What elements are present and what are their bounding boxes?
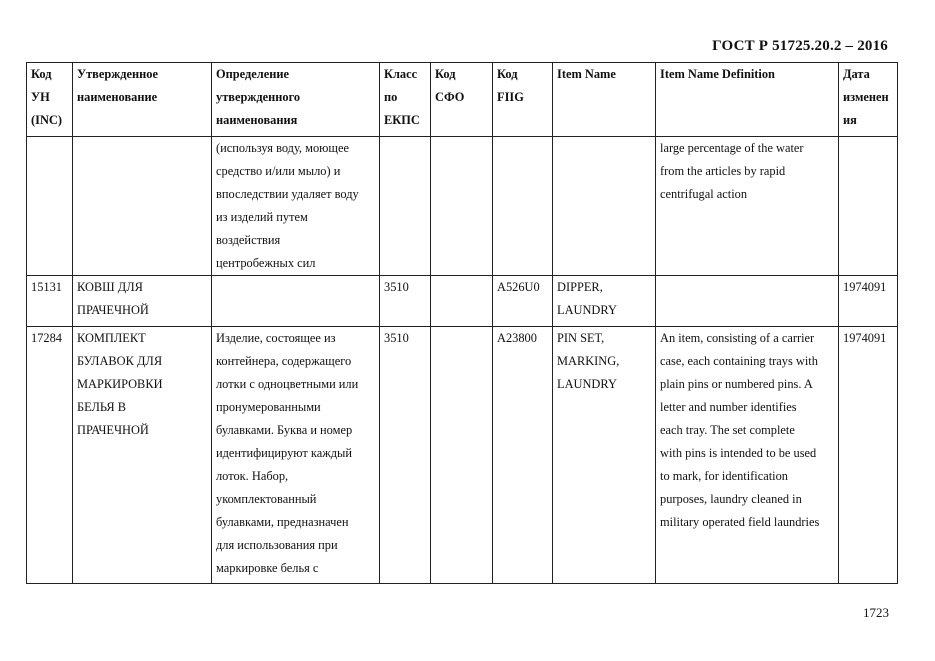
header-line: СФО <box>435 90 465 104</box>
cell-line: (используя воду, моющее <box>216 141 349 155</box>
header-line: Класс <box>384 67 418 81</box>
cell-line: идентифицируют каждый <box>216 446 353 460</box>
cell-line: LAUNDRY <box>557 303 617 317</box>
col-approved-name-cell <box>73 137 212 276</box>
cell-line: LAUNDRY <box>557 377 617 391</box>
cell-line: укомплектованный <box>216 492 317 506</box>
header-line: Код <box>435 67 456 81</box>
col-class-ekps-cell <box>380 276 431 327</box>
header-line: Утвержденное <box>77 67 158 81</box>
table-row <box>27 276 898 327</box>
col-inc-code-cell <box>27 327 73 584</box>
col-fiig-code-cell <box>493 137 553 276</box>
cell-line: пронумерованными <box>216 400 321 414</box>
col-change-date-cell <box>839 327 898 584</box>
col-change-date-header <box>839 63 898 137</box>
cell-line: ПРАЧЕЧНОЙ <box>77 303 149 317</box>
cell-line: воздействия <box>216 233 281 247</box>
cell-line: булавками, предназначен <box>216 515 349 529</box>
document-standard-header: ГОСТ Р 51725.20.2 – 2016 <box>712 38 888 54</box>
col-change-date-cell <box>839 276 898 327</box>
cell-line: маркировке белья с <box>216 561 319 575</box>
cell-line: булавками. Буква и номер <box>216 423 353 437</box>
header-line: Дата <box>843 67 870 81</box>
col-fiig-code-cell <box>493 276 553 327</box>
cell-line: from the articles by rapid <box>660 164 786 178</box>
cell-line: Изделие, состоящее из <box>216 331 336 345</box>
header-line: Код <box>497 67 518 81</box>
col-item-name-definition-header <box>656 63 839 137</box>
header-line: Код <box>31 67 52 81</box>
cell-line: case, each containing trays with <box>660 354 818 368</box>
cell-line: A23800 <box>497 331 537 345</box>
col-definition-header <box>212 63 380 137</box>
cell-line: 3510 <box>384 331 409 345</box>
col-definition-cell <box>212 137 380 276</box>
cell-line: large percentage of the water <box>660 141 804 155</box>
cell-line: БУЛАВОК ДЛЯ <box>77 354 163 368</box>
col-change-date-cell <box>839 137 898 276</box>
cell-line: MARKING, <box>557 354 620 368</box>
cell-line: ПРАЧЕЧНОЙ <box>77 423 149 437</box>
cell-line: purposes, laundry cleaned in <box>660 492 802 506</box>
col-item-name-definition-cell <box>656 276 839 327</box>
col-item-name-definition-cell <box>656 327 839 584</box>
col-sfo-code-header <box>431 63 493 137</box>
col-approved-name-cell <box>73 327 212 584</box>
cell-line: each tray. The set complete <box>660 423 795 437</box>
cell-line: plain pins or numbered pins. A <box>660 377 813 391</box>
col-sfo-code-cell <box>431 137 493 276</box>
header-line: утвержденного <box>216 90 301 104</box>
header-line: по <box>384 90 398 104</box>
cell-line: 1974091 <box>843 280 887 294</box>
header-line: ЕКПС <box>384 113 420 127</box>
col-definition-cell <box>212 276 380 327</box>
col-approved-name-cell <box>73 276 212 327</box>
col-class-ekps-cell <box>380 137 431 276</box>
cell-line: впоследствии удаляет воду <box>216 187 359 201</box>
header-line: наименования <box>216 113 298 127</box>
cell-line: centrifugal action <box>660 187 748 201</box>
cell-line: 17284 <box>31 331 62 345</box>
cell-line: лоток. Набор, <box>216 469 289 483</box>
header-line: изменен <box>843 90 889 104</box>
col-item-name-cell <box>553 137 656 276</box>
cell-line: контейнера, содержащего <box>216 354 352 368</box>
header-line: (INC) <box>31 113 62 127</box>
cell-line: 15131 <box>31 280 62 294</box>
cell-line: средство и/или мыло) и <box>216 164 341 178</box>
table-row <box>27 327 898 584</box>
cell-line: A526U0 <box>497 280 540 294</box>
cell-line: БЕЛЬЯ В <box>77 400 127 414</box>
cell-line: DIPPER, <box>557 280 603 294</box>
cell-line: из изделий путем <box>216 210 308 224</box>
header-line: ия <box>843 113 857 127</box>
col-item-name-definition-cell <box>656 137 839 276</box>
page-number: 1723 <box>863 605 889 620</box>
col-inc-code-cell <box>27 137 73 276</box>
col-fiig-code-cell <box>493 327 553 584</box>
cell-line: to mark, for identification <box>660 469 788 483</box>
cell-line: military operated field laundries <box>660 515 820 529</box>
cell-line: КОВШ ДЛЯ <box>77 280 143 294</box>
cell-line: An item, consisting of a carrier <box>660 331 815 345</box>
col-item-name-cell <box>553 327 656 584</box>
cell-line: центробежных сил <box>216 256 316 270</box>
header-line: УН <box>31 90 50 104</box>
header-line: Определение <box>216 67 290 81</box>
cell-line: PIN SET, <box>557 331 605 345</box>
cell-line: with pins is intended to be used <box>660 446 817 460</box>
header-line: Item Name <box>557 67 616 81</box>
cell-line: для использования при <box>216 538 338 552</box>
col-item-name-cell <box>553 276 656 327</box>
cell-line: лотки с одноцветными или <box>216 377 359 391</box>
col-fiig-code-header <box>493 63 553 137</box>
cell-line: 1974091 <box>843 331 887 345</box>
col-sfo-code-cell <box>431 276 493 327</box>
col-class-ekps-header <box>380 63 431 137</box>
col-sfo-code-cell <box>431 327 493 584</box>
table-header-row <box>27 63 898 137</box>
col-item-name-header <box>553 63 656 137</box>
col-class-ekps-cell <box>380 327 431 584</box>
cell-line: 3510 <box>384 280 409 294</box>
catalog-table <box>26 62 898 584</box>
header-line: FIIG <box>497 90 524 104</box>
col-definition-cell <box>212 327 380 584</box>
cell-line: КОМПЛЕКТ <box>77 331 146 345</box>
col-inc-code-header <box>27 63 73 137</box>
col-inc-code-cell <box>27 276 73 327</box>
table-row <box>27 137 898 276</box>
cell-line: letter and number identifies <box>660 400 797 414</box>
header-line: наименование <box>77 90 158 104</box>
header-line: Item Name Definition <box>660 67 775 81</box>
col-approved-name-header <box>73 63 212 137</box>
cell-line: МАРКИРОВКИ <box>77 377 163 391</box>
